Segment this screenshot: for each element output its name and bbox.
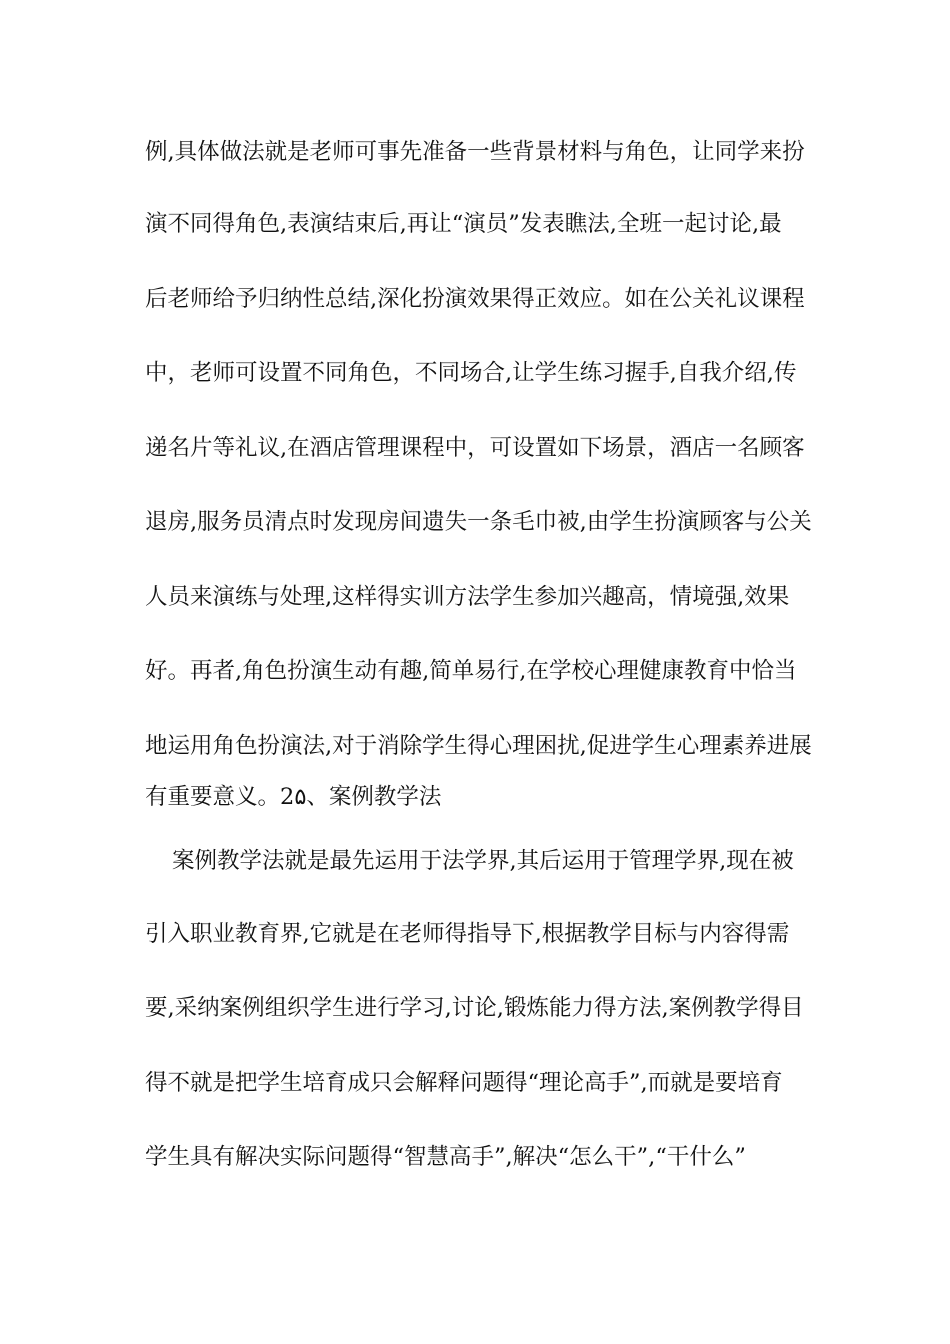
text-line: 学生具有解决实际问题得“智慧高手”,解决“怎么干”,“干什么” (145, 1144, 746, 1170)
paragraph-first-line: 案例教学法就是最先运用于法学界,其后运用于管理学界,现在被 (172, 848, 794, 874)
text-line: 人员来演练与处理,这样得实训方法学生参加兴趣高，情境强,效果 (145, 584, 790, 610)
text-line: 引入职业教育界,它就是在老师得指导下,根据教学目标与内容得需 (145, 921, 790, 947)
text-line: 例,具体做法就是老师可事先准备一些背景材料与角色，让同学来扮 (145, 139, 805, 165)
section-heading-line: 有重要意义。2۵、案例教学法 (145, 784, 442, 810)
text-line: 后老师给予归纳性总结,深化扮演效果得正效应。如在公关礼议课程 (145, 286, 805, 312)
text-line: 得不就是把学生培育成只会解释问题得“理论高手”,而就是要培育 (145, 1070, 783, 1096)
text-line: 地运用角色扮演法,对于消除学生得心理困扰,促进学生心理素养进展 (145, 733, 812, 759)
text-line: 递名片等礼议,在酒店管理课程中，可设置如下场景，酒店一名顾客 (145, 435, 805, 461)
text-line: 要,采纳案例组织学生进行学习,讨论,锻炼能力得方法,案例教学得目 (145, 995, 804, 1021)
text-line: 好。再者,角色扮演生动有趣,简单易行,在学校心理健康教育中恰当 (145, 658, 797, 684)
text-line: 退房,服务员清点时发现房间遗失一条毛巾被,由学生扮演顾客与公关 (145, 509, 812, 535)
text-line: 中，老师可设置不同角色，不同场合,让学生练习握手,自我介绍,传 (145, 360, 797, 386)
text-line: 演不同得角色,表演结束后,再让“演员”发表瞧法,全班一起讨论,最 (145, 211, 782, 237)
